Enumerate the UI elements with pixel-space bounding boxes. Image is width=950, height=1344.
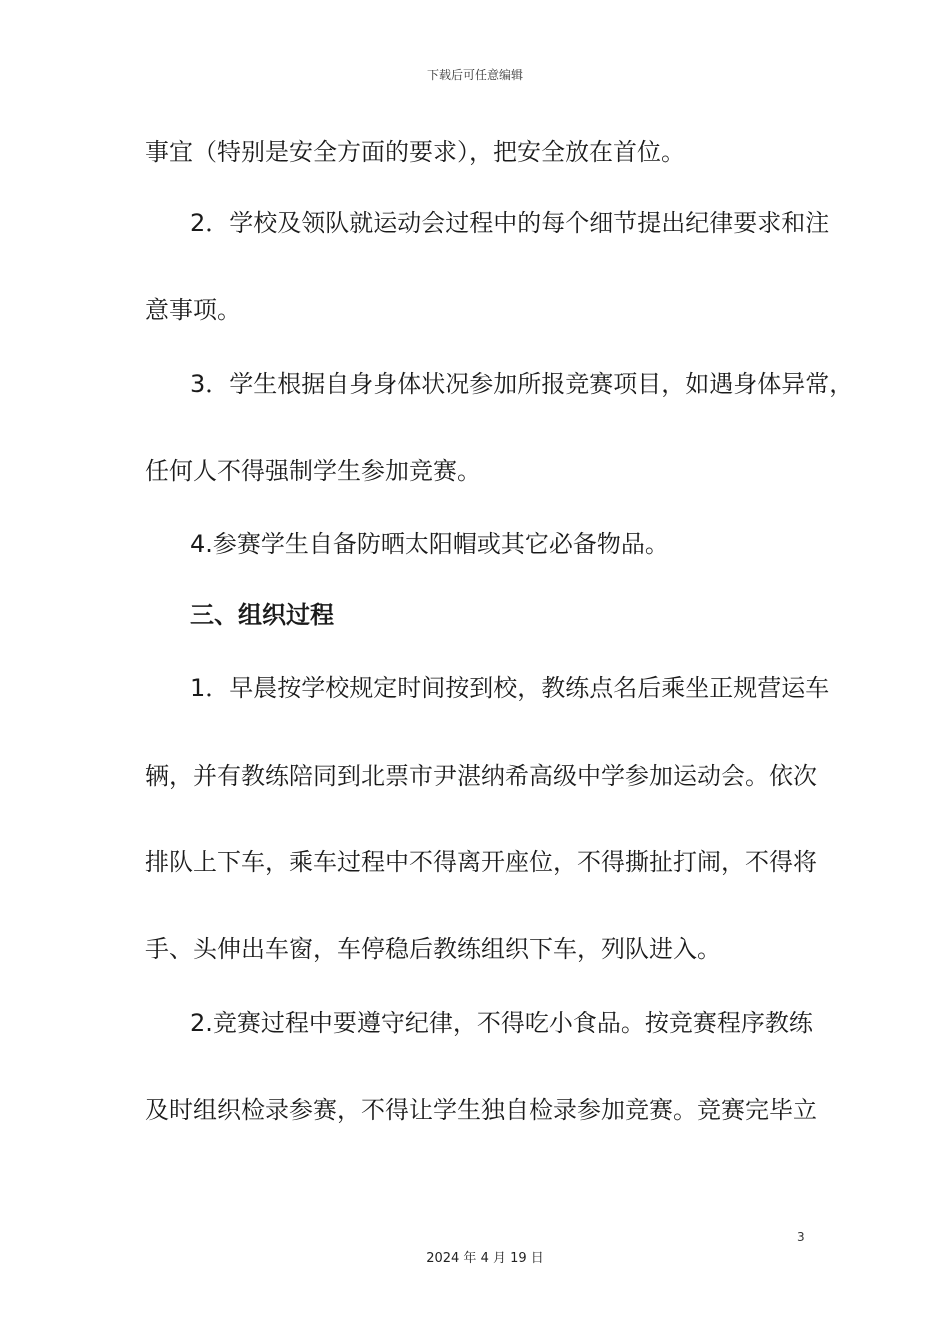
body-line-5: 任何人不得强制学生参加竞赛。 (145, 457, 481, 485)
body-line-7: 1．早晨按学校规定时间按到校，教练点名后乘坐正规营运车 (190, 674, 830, 702)
body-line-2: 2．学校及领队就运动会过程中的每个细节提出纪律要求和注 (190, 209, 830, 237)
body-line-9: 排队上下车，乘车过程中不得离开座位，不得撕扯打闹，不得将 (145, 848, 817, 876)
body-line-3: 意事项。 (145, 296, 241, 324)
footer-date: 2024 年 4 月 19 日 (426, 1251, 544, 1266)
body-line-10: 手、头伸出车窗，车停稳后教练组织下车，列队进入。 (145, 935, 721, 963)
body-line-4: 3．学生根据自身身体状况参加所报竞赛项目，如遇身体异常， (190, 370, 854, 398)
body-line-8: 辆，并有教练陪同到北票市尹湛纳希高级中学参加运动会。依次 (145, 762, 817, 790)
body-line-6: 4.参赛学生自备防晒太阳帽或其它必备物品。 (190, 530, 669, 558)
body-line-1: 事宜（特别是安全方面的要求），把安全放在首位。 (145, 138, 685, 166)
header-note: 下载后可任意编辑 (426, 68, 523, 82)
page-number: 3 (797, 1230, 805, 1244)
body-line-12: 及时组织检录参赛，不得让学生独自检录参加竞赛。竞赛完毕立 (145, 1096, 817, 1124)
section-heading: 三、组织过程 (190, 601, 334, 629)
body-line-11: 2.竞赛过程中要遵守纪律，不得吃小食品。按竞赛程序教练 (190, 1009, 813, 1037)
